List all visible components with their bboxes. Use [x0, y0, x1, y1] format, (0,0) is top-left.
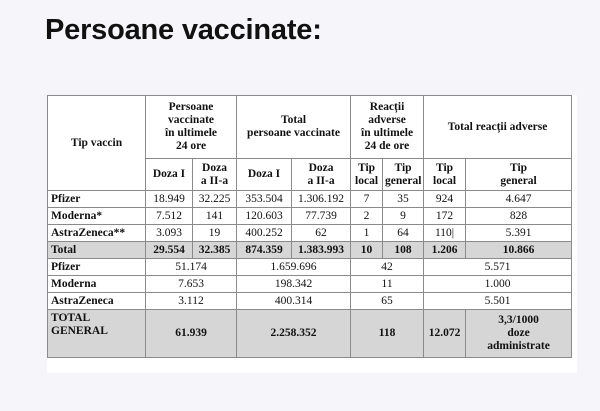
subheader-total-tip-local: Tip local	[424, 159, 466, 191]
row-name: TOTAL GENERAL	[48, 310, 146, 358]
cell: 874.359	[237, 242, 292, 259]
cell: 64	[383, 225, 424, 242]
vaccination-table	[47, 95, 572, 358]
cell: 1	[351, 225, 383, 242]
subheader-total-doza2: Doza a II-a	[292, 159, 351, 191]
cell: 5.391	[466, 225, 572, 242]
cell: 353.504	[237, 191, 292, 208]
cell: 61.939	[146, 310, 237, 358]
cell: 141	[193, 208, 237, 225]
cell: 400.314	[237, 293, 351, 310]
cell: 3.112	[146, 293, 237, 310]
row-name: Pfizer	[48, 191, 146, 208]
cell: 828	[466, 208, 572, 225]
table-row	[48, 208, 572, 225]
row-name: Moderna*	[48, 208, 146, 225]
cell: 108	[383, 242, 424, 259]
cell: 3.093	[146, 225, 193, 242]
cell: 2.258.352	[237, 310, 351, 358]
table-row	[48, 225, 572, 242]
header-persoane-24h: Persoane vaccinate în ultimele 24 ore	[146, 96, 237, 159]
cell: 65	[351, 293, 424, 310]
cell: 5.571	[424, 259, 572, 276]
cell: 172	[424, 208, 466, 225]
cell: 400.252	[237, 225, 292, 242]
row-name: Pfizer	[48, 259, 146, 276]
subheader-doza1: Doza I	[146, 159, 193, 191]
header-tip-vaccin: Tip vaccin	[48, 96, 146, 191]
cell: 35	[383, 191, 424, 208]
cell: 32.225	[193, 191, 237, 208]
cell: 924	[424, 191, 466, 208]
vaccination-table-image	[47, 95, 577, 373]
subheader-total-doza1: Doza I	[237, 159, 292, 191]
cell: 7.512	[146, 208, 193, 225]
cell: 1.659.696	[237, 259, 351, 276]
summary-row	[48, 293, 572, 310]
cell: 1.206	[424, 242, 466, 259]
cell: 110|	[424, 225, 466, 242]
header-total-persoane: Total persoane vaccinate	[237, 96, 351, 159]
header-reactii-24h: Reacții adverse în ultimele 24 de ore	[351, 96, 424, 159]
cell: 198.342	[237, 276, 351, 293]
cell: 1.383.993	[292, 242, 351, 259]
cell: 12.072	[424, 310, 466, 358]
table-row	[48, 191, 572, 208]
subheader-tip-general: Tip general	[383, 159, 424, 191]
cell: 29.554	[146, 242, 193, 259]
cell: 51.174	[146, 259, 237, 276]
cell: 18.949	[146, 191, 193, 208]
cell: 7	[351, 191, 383, 208]
cell: 3,3/1000 doze administrate	[466, 310, 572, 358]
cell: 5.501	[424, 293, 572, 310]
subheader-doza2: Doza a II-a	[193, 159, 237, 191]
subheader-total-tip-general: Tip general	[466, 159, 572, 191]
total-row	[48, 242, 572, 259]
cell: 19	[193, 225, 237, 242]
cell: 7.653	[146, 276, 237, 293]
cell: 120.603	[237, 208, 292, 225]
subheader-tip-local: Tip local	[351, 159, 383, 191]
cell: 10.866	[466, 242, 572, 259]
page-title: Persoane vaccinate:	[45, 14, 322, 46]
cell: 9	[383, 208, 424, 225]
grand-total-row	[48, 310, 572, 358]
row-name: Moderna	[48, 276, 146, 293]
cell: 11	[351, 276, 424, 293]
summary-row	[48, 259, 572, 276]
cell: 42	[351, 259, 424, 276]
cell: 77.739	[292, 208, 351, 225]
row-name: AstraZeneca**	[48, 225, 146, 242]
cell: 2	[351, 208, 383, 225]
cell: 1.306.192	[292, 191, 351, 208]
row-name: AstraZeneca	[48, 293, 146, 310]
cell: 118	[351, 310, 424, 358]
summary-row	[48, 276, 572, 293]
cell: 4.647	[466, 191, 572, 208]
row-name: Total	[48, 242, 146, 259]
cell: 62	[292, 225, 351, 242]
cell: 1.000	[424, 276, 572, 293]
header-total-reactii: Total reacții adverse	[424, 96, 572, 159]
cell: 10	[351, 242, 383, 259]
cell: 32.385	[193, 242, 237, 259]
